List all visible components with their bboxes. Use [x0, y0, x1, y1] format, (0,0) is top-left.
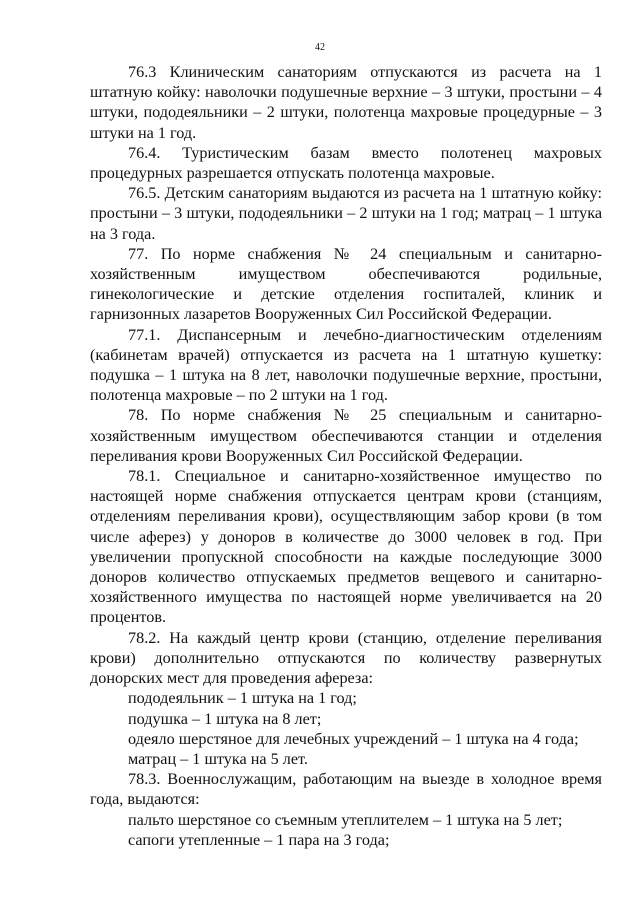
- paragraph-77: 77. По норме снабжения № 24 специальным и санитарно-хозяйственным имуществом обеспечиваются родильные, гинекологические и детские отделения госпиталей, клиник и гарнизонных лазаретов Вооруженных Сил Российской Федерации.: [90, 244, 602, 324]
- list-item: подушка – 1 штука на 8 лет;: [128, 709, 322, 728]
- paragraph-77-1: 77.1. Диспансерным и лечебно-диагностическим отделениям (кабинетам врачей) отпускается из расчета на 1 штатную кушетку: подушка – 1 штука на 8 лет, наволочки подушечные верхние, простыни, полотенца махровые – по 2 штуки на 1 год.: [90, 325, 602, 405]
- paragraph-78-3: 78.3. Военнослужащим, работающим на выезде в холодное время года, выдаются:: [90, 770, 602, 809]
- list-item: матрац – 1 штука на 5 лет.: [128, 749, 308, 768]
- document-body: [90, 62, 602, 850]
- list-item: одеяло шерстяное для лечебных учреждений – 1 штука на 4 года;: [128, 729, 579, 748]
- paragraph-76-5: 76.5. Детским санаториям выдаются из расчета на 1 штатную койку: простыни – 3 штуки, пододеяльники – 2 штуки на 1 год; матрац – 1 штука на 3 года.: [90, 184, 602, 243]
- list-item: пододеяльник – 1 штука на 1 год;: [128, 689, 357, 708]
- paragraph-78: 78. По норме снабжения № 25 специальным и санитарно-хозяйственным имуществом обеспечиваются станции и отделения переливания крови Вооруженных Сил Российской Федерации.: [90, 406, 602, 465]
- list-item: сапоги утепленные – 1 пара на 3 года;: [128, 830, 390, 849]
- paragraph-76-3: 76.3 Клиническим санаториям отпускаются из расчета на 1 штатную койку: наволочки подушечные верхние – 3 штуки, простыни – 4 штуки, пододеяльники – 2 штуки, полотенца махровые процедурные – 3 штуки на 1 год.: [90, 63, 602, 142]
- paragraph-78-2: 78.2. На каждый центр крови (станцию, отделение переливания крови) дополнительно отпускаются по количеству развернутых донорских мест для проведения афереза:: [90, 628, 602, 688]
- paragraph-78-1: 78.1. Специальное и санитарно-хозяйственное имущество по настоящей норме снабжения отпускается центрам крови (станциям, отделениям переливания крови), осуществляющим забор крови (в том числе аферез) у доноров в количестве до 3000 человек в год. При увеличении пропускной способности на каждые последующие 3000 доноров количество отпускаемых предметов вещевого и санитарно-хозяйственного имущества по настоящей норме увеличивается на 20 процентов.: [90, 467, 602, 627]
- paragraph-76-4: 76.4. Туристическим базам вместо полотенец махровых процедурных разрешается отпускать полотенца махровые.: [90, 143, 602, 183]
- page-number: 42: [315, 42, 325, 53]
- list-item: пальто шерстяное со съемным утеплителем – 1 штука на 5 лет;: [128, 810, 563, 829]
